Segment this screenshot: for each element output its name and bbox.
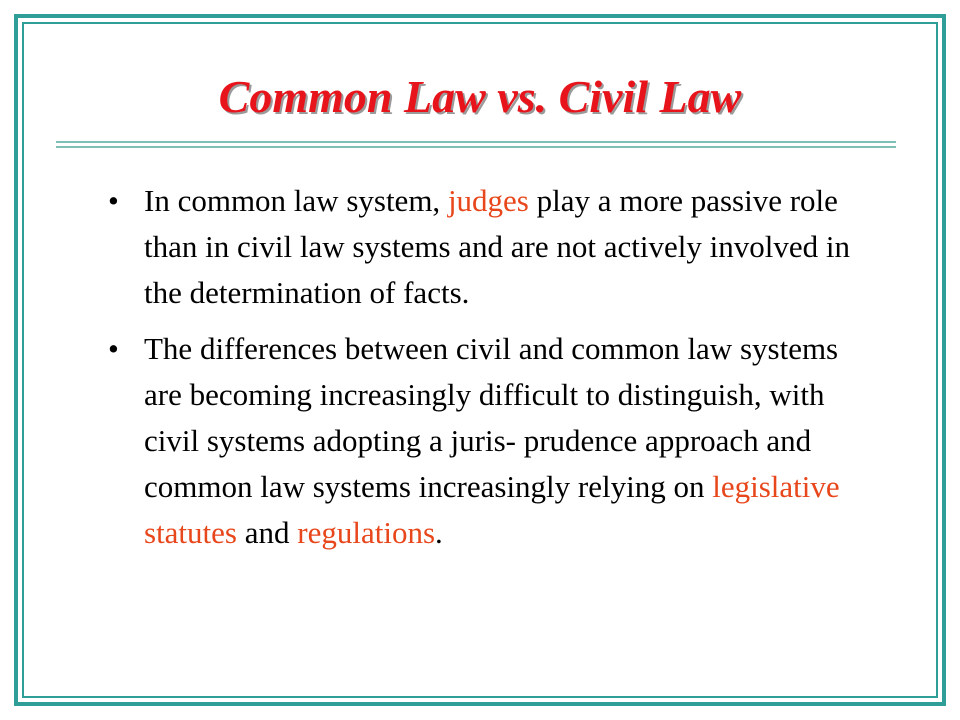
bullet-dot-icon: • [108,331,119,366]
bullet-text: The differences between civil and common law systems are becoming increasingly difficult to distinguish, with civil systems adopting a juris- prudence approach and common law systems increasingly relying on [144,331,839,504]
bullet-text: and [237,515,298,550]
bullet-dot-icon: • [108,183,119,218]
highlight-regulations: regulations [297,515,436,550]
bullet-text: . [435,515,443,550]
title-divider-top [56,141,896,143]
bullet-item-judges [108,178,868,316]
bullet-text: In common law system, [144,183,448,218]
title-divider-bottom [56,146,896,148]
bullet-list [108,178,868,566]
highlight-judges: judges [447,183,529,218]
bullet-text: play a more passive role than in civil law systems and are not actively involved in the determination of facts. [144,183,850,310]
bullet-item-differences [108,326,868,556]
highlight-legislative-statutes: legislative statutes [144,469,840,550]
slide-title: Common Law vs. Civil Law [218,71,742,122]
